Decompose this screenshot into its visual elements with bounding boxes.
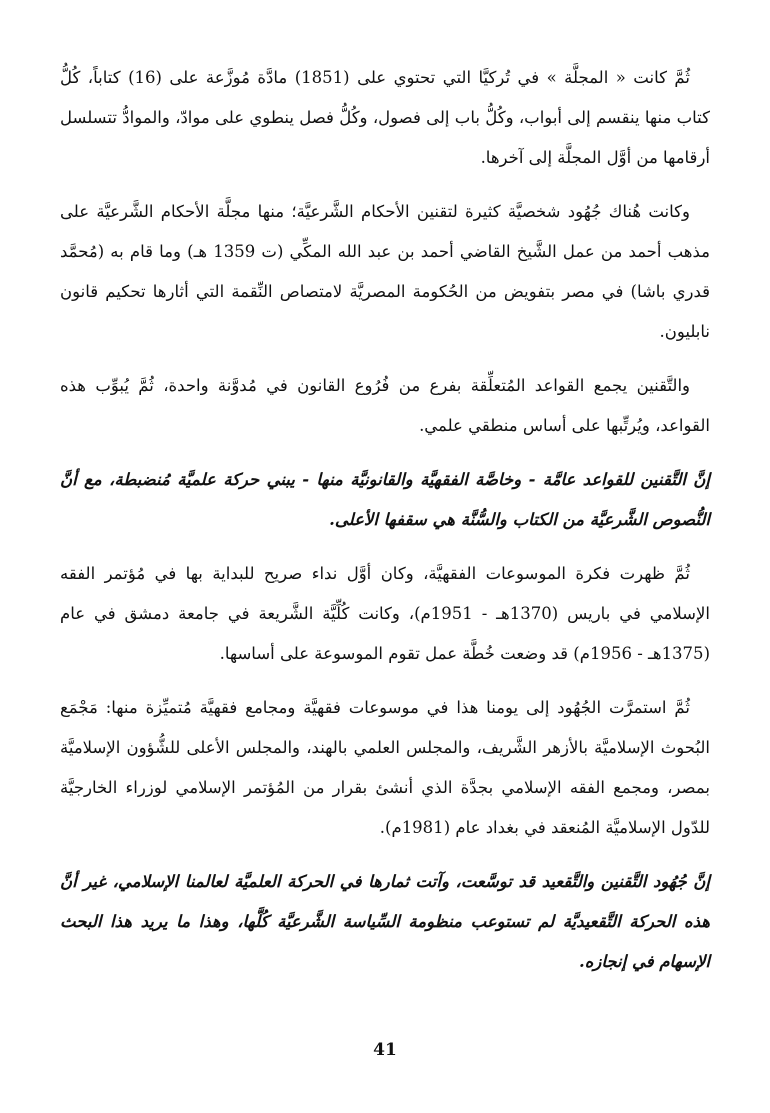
paragraph-personal-efforts: وكانت هُناك جُهُود شخصيَّة كثيرة لتقنين الأحكام الشَّرعيَّة؛ منها مجلَّة الأحكام الشَّرعيَّة على مذهب أحمد من عمل الشَّيخ القاضي أحمد بن عبد الله المكِّي (ت 1359 هـ) وما قام به (مُحمَّد قدري باشا) في مصر بتفويض من الحُكومة المصريَّة لامتصاص النِّقمة التي أثارها تحكيم قانون نابليون.	[60, 202, 710, 341]
page-number: 41	[373, 1040, 397, 1060]
paragraph-encyclopedias: ثُمَّ ظهرت فكرة الموسوعات الفقهيَّة، وكان أوَّل نداء صريح للبداية بها في مُؤتمر الفقه الإسلامي في باريس (1370هـ - 1951م)، وكانت كُلِّيَّة الشَّريعة في جامعة دمشق في عام (1375هـ - 1956م) قد وضعت خُطَّة عمل تقوم الموسوعة على أساسها.	[60, 564, 710, 663]
paragraph-majalla: ثُمَّ كانت « المجلَّة » في تُركيَّا التي تحتوي على (1851) مادَّة مُوزَّعة على (16) كتاباً، كُلُّ كتاب منها ينقسم إلى أبواب، وكُلُّ باب إلى فصول، وكُلُّ فصل ينطوي على موادّ، والموادُّ تتسلسل أرقامها من أوَّل المجلَّة إلى آخرها.	[60, 68, 710, 167]
paragraph-fiqh-academies: ثُمَّ استمرَّت الجُهُود إلى يومنا هذا في موسوعات فقهيَّة ومجامع فقهيَّة مُتميِّزة منها: مَجْمَع البُحوث الإسلاميَّة بالأزهر الشَّريف، والمجلس العلمي بالهند، والمجلس الأعلى للشُّؤون الإسلاميَّة بمصر، ومجمع الفقه الإسلامي بجدَّة الذي أنشئ بقرار من المُؤتمر الإسلامي لوزراء الخارجيَّة للدّول الإسلاميَّة المُنعقد في بغداد عام (1981م).	[60, 698, 710, 837]
paragraph-codification-definition: والتَّقنين يجمع القواعد المُتعلِّقة بفرع من فُرُوع القانون في مُدوَّنة واحدة، ثُمَّ يُبوِّب هذه القواعد، ويُرتِّبها على أساس منطقي علمي.	[60, 376, 710, 435]
page-body	[60, 58, 710, 996]
emphasis-research-purpose: إنَّ جُهُود التَّقنين والتَّقعيد قد توسَّعت، وآتت ثمارها في الحركة العلميَّة لعالمنا الإسلامي، غير أنَّ هذه الحركة التَّقعيديَّة لم تستوعب منظومة السِّياسة الشَّرعيَّة كُلَّها، وهذا ما يريد هذا البحث الإسهام في إنجازه.	[60, 872, 710, 971]
emphasis-codification-movement: إنَّ التَّقنين للقواعد عامَّة - وخاصَّة الفقهيَّة والقانونيَّة منها - يبني حركة علميَّة مُنضبطة، مع أنَّ النُّصوص الشَّرعيَّة من الكتاب والسُّنَّة هي سقفها الأعلى.	[60, 470, 710, 529]
